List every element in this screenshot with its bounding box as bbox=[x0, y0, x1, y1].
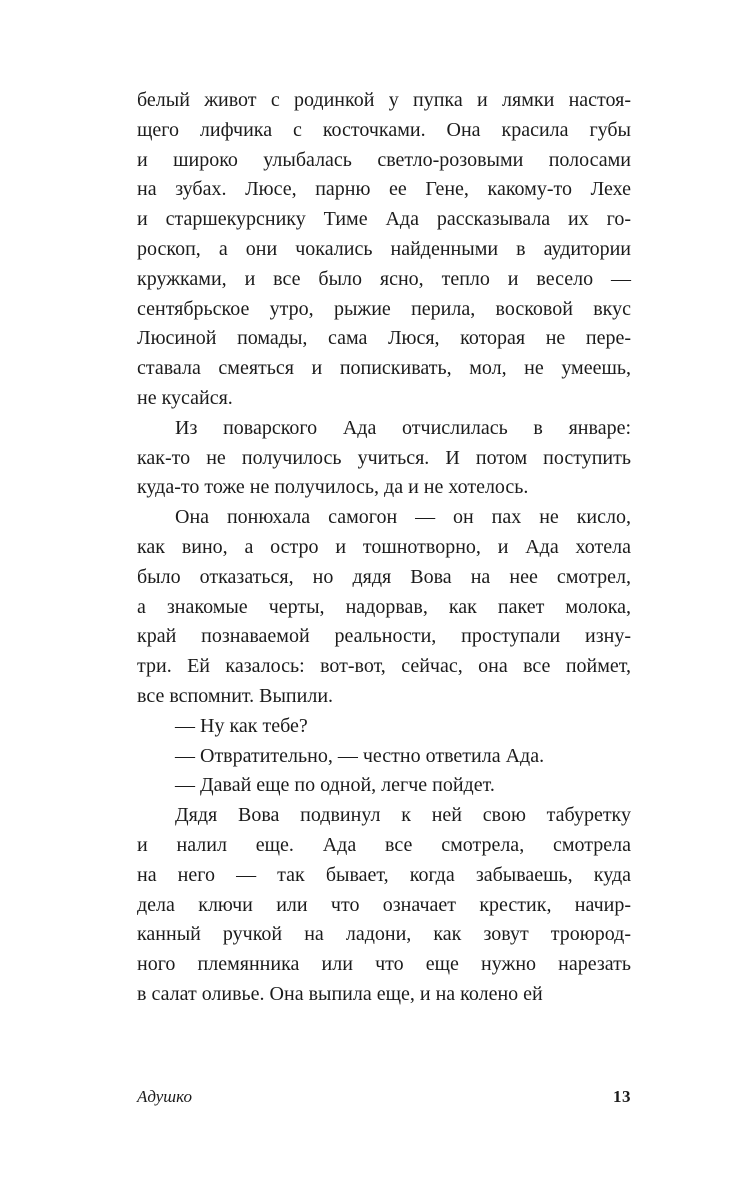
paragraph bbox=[137, 86, 631, 414]
footer bbox=[137, 1086, 631, 1108]
running-title: Адушко bbox=[137, 1087, 192, 1106]
text-line: Она понюхала самогон — он пах не кисло, bbox=[175, 506, 631, 529]
text-line: Дядя Вова подвинул к ней свою табуретку bbox=[175, 804, 631, 827]
paragraph bbox=[137, 414, 631, 503]
paragraph bbox=[137, 712, 631, 742]
text-line: — Ну как тебе? bbox=[175, 714, 308, 737]
text-block bbox=[137, 86, 631, 1010]
paragraph bbox=[137, 771, 631, 801]
text-line: ставала смеяться и попискивать, мол, не умеешь, bbox=[137, 357, 631, 380]
text-line: три. Ей казалось: вот-вот, сейчас, она все поймет, bbox=[137, 655, 631, 678]
text-line: и старшекурснику Тиме Ада рассказывала их го- bbox=[137, 208, 631, 231]
text-line: — Отвратительно, — честно ответила Ада. bbox=[175, 744, 545, 767]
text-line: куда-то тоже не получилось, да и не хотелось. bbox=[137, 476, 529, 499]
text-line: роскоп, а они чокались найденными в аудитории bbox=[137, 237, 631, 260]
text-line: было отказаться, но дядя Вова на нее смотрел, bbox=[137, 565, 631, 588]
text-line: ного племянника или что еще нужно нарезать bbox=[137, 953, 631, 976]
text-line: не кусайся. bbox=[137, 386, 233, 409]
text-line: Из поварского Ада отчислилась в январе: bbox=[175, 416, 631, 439]
text-line: белый живот с родинкой у пупка и лямки настоя- bbox=[137, 89, 631, 111]
text-line: край познаваемой реальности, проступали изну- bbox=[137, 625, 631, 648]
text-line: на него — так бывает, когда забываешь, куда bbox=[137, 863, 631, 886]
text-line: в салат оливье. Она выпила еще, и на колено ей bbox=[137, 982, 543, 1005]
paragraph bbox=[137, 503, 631, 712]
paragraph bbox=[137, 742, 631, 772]
text-line: и широко улыбалась светло-розовыми полосами bbox=[137, 148, 631, 171]
text-line: Люсиной помады, сама Люся, которая не пере- bbox=[137, 327, 631, 350]
paragraph bbox=[137, 801, 631, 1010]
text-line: как-то не получилось учиться. И потом поступить bbox=[137, 446, 631, 469]
text-line: сентябрьское утро, рыжие перила, восковой вкус bbox=[137, 297, 631, 320]
text-line: и налил еще. Ада все смотрела, смотрела bbox=[137, 833, 631, 856]
text-line: — Давай еще по одной, легче пойдет. bbox=[175, 774, 495, 797]
text-line: на зубах. Люсе, парню ее Гене, какому-то Лехе bbox=[137, 178, 631, 201]
text-line: кружками, и все было ясно, тепло и весело — bbox=[137, 267, 631, 290]
text-line: все вспомнит. Выпили. bbox=[137, 684, 334, 707]
text-line: а знакомые черты, надорвав, как пакет молока, bbox=[137, 595, 631, 618]
text-line: дела ключи или что означает крестик, начир- bbox=[137, 893, 631, 916]
text-line: как вино, а остро и тошнотворно, и Ада хотела bbox=[137, 535, 631, 558]
page-number: 13 bbox=[613, 1087, 631, 1106]
text-line: щего лифчика с косточками. Она красила губы bbox=[137, 118, 631, 141]
text-line: канный ручкой на ладони, как зовут троюрод- bbox=[137, 923, 631, 946]
